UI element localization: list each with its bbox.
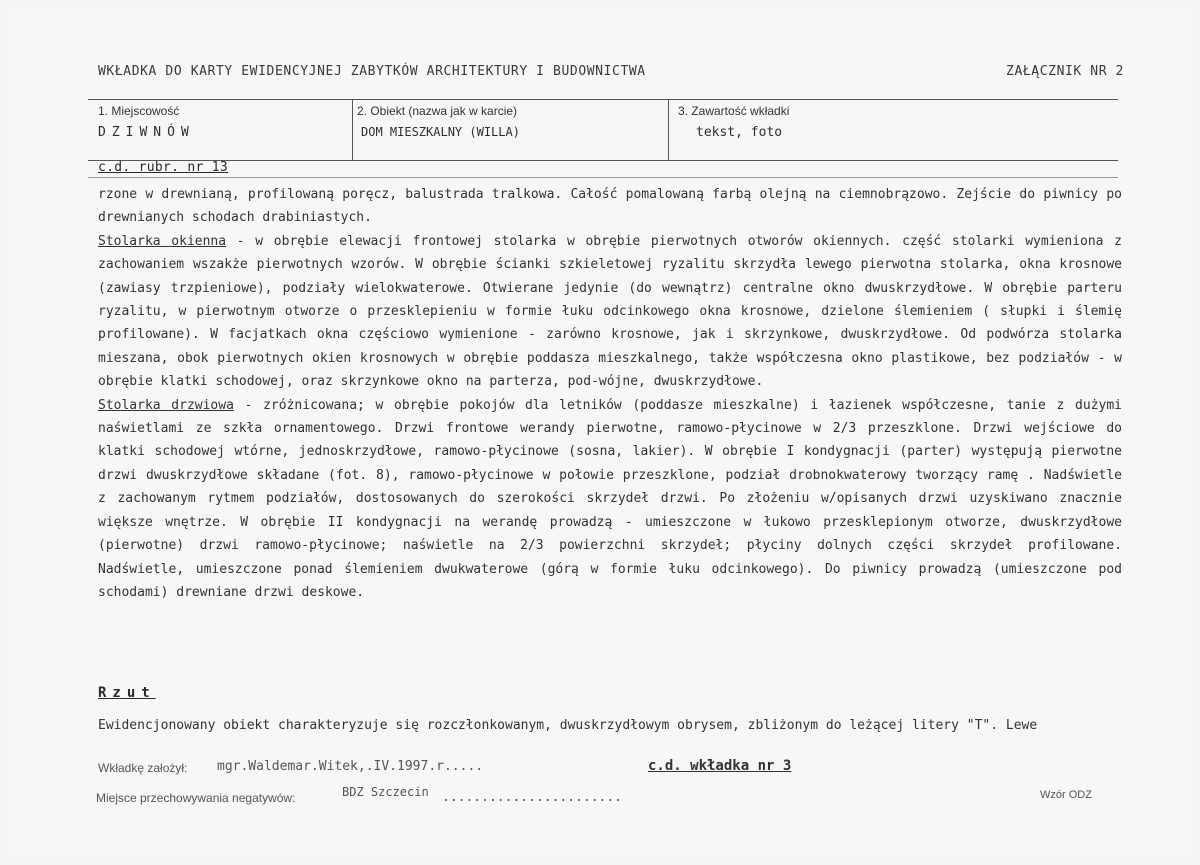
contents-label: 3. Zawartość wkładki	[678, 104, 790, 118]
table-bottom-line	[88, 160, 1118, 161]
author-value: mgr.Waldemar.Witek,.IV.1997.r.....	[217, 759, 484, 774]
windows-paragraph	[98, 230, 1122, 394]
table-divider-2	[668, 99, 669, 160]
author-label: Wkładkę założył:	[98, 761, 188, 775]
table-top-line	[88, 99, 1118, 100]
object-value: DOM MIESZKALNY (WILLA)	[361, 125, 520, 139]
negatives-value: BDZ Szczecin	[342, 785, 429, 799]
doors-heading: Stolarka drzwiowa	[98, 397, 234, 413]
rubric-line	[88, 177, 1118, 178]
continued-sheet: c.d. wkładka nr 3	[648, 758, 792, 774]
attachment-number: ZAŁĄCZNIK NR 2	[1006, 64, 1124, 79]
rzut-text: Ewidencjonowany obiekt charakteryzuje się rozczłonkowanym, dwuskrzydłowym obrysem, zbliżonym do leżącej litery "T". Lewe	[98, 718, 1038, 733]
windows-text: - w obrębie elewacji frontowej stolarka w obrębie pierwotnych otworów okiennych. część stolarki wymieniona z zachowaniem wszakże pierwotnych wzorów. W obrębie ścianki szkieletowej ryzalitu skrzydła lewego pierwotna stolarka, okna krosnowe (zawiasy trzpieniowe), podziały wielokwaterowe. Otwierane jedynie (do wewnątrz) centralne okno dwuskrzydłowe. W obrębie parteru ryzalitu, w pierwotnym otworze o przesklepieniu w formie łuku odcinkowego okna krosnowe, dzielone ślemieniem ( słupki i ślemię profilowane). W facjatkach okna częściowo wymienione - zarówno krosnowe, jak i skrzynkowe, dwuskrzydłowe. Od podwórza stolarka mieszana, obok pierwotnych okien krosnowych w obrębie poddasza mieszkalnego, także współczesna okno plastikowe, bez podziałów - w obrębie klatki schodowej, oraz skrzynkowe okno na parterza, pod-wójne, dwuskrzydłowe.	[98, 233, 1123, 390]
contents-value: tekst, foto	[696, 125, 783, 140]
doors-paragraph	[98, 394, 1122, 605]
location-label: 1. Miejscowość	[98, 104, 180, 118]
railing-paragraph: rzone w drewnianą, profilowaną poręcz, balustrada tralkowa. Całość pomalowaną farbą olejną na ciemnobrązowo. Zejście do piwnicy po drewnianych schodach drabiniastych.	[98, 187, 1122, 226]
negatives-label: Miejsce przechowywania negatywów:	[96, 791, 296, 805]
windows-heading: Stolarka okienna	[98, 233, 227, 249]
rubric-continuation: c.d. rubr. nr 13	[98, 160, 229, 175]
object-label: 2. Obiekt (nazwa jak w karcie)	[357, 104, 518, 118]
template-mark: Wzór ODZ	[1040, 789, 1092, 801]
card-title: WKŁADKA DO KARTY EWIDENCYJNEJ ZABYTKÓW ARCHITEKTURY I BUDOWNICTWA	[98, 64, 646, 79]
rzut-heading: Rzut	[98, 685, 156, 701]
description-text	[98, 183, 1122, 604]
doors-text: - zróżnicowana; w obrębie pokojów dla letników (poddasze mieszkalne) i łazienek współczesne, tanie z dużymi naświetlami ze szkła ornamentowego. Drzwi frontowe werandy pierwotne, ramowo-płycinowe w 2/3 przeszklone. Drzwi wejściowe do klatki schodowej wtórne, jednoskrzydłowe, ramowo-płycinowe (sosna, lakier). W obrębie I kondygnacji (parter) występują pierwotne drzwi dwuskrzydłowe składane (fot. 8), ramowo-płycinowe w połowie przeszklone, podział drobnokwaterowy tworzący ramę . Nadświetle z zachowanym rytmem podziałów, dostosowanych do szerokości skrzydeł drzwi. Po złożeniu w/opisanych drzwi uzyskiwano znacznie większe wnętrze. W obrębie II kondygnacji na werandę prowadzą - umieszczone w łukowo przesklepionym otworze, dwuskrzydłowe (pierwotne) drzwi ramowo-płycinowe; naświetle na 2/3 powierzchni skrzydeł; płyciny dolnych części skrzydeł profilowane. Nadświetle, umieszczone ponad ślemieniem dwukwaterowe (górą w formie łuku odcinkowego). Do piwnicy prowadzą (umieszczone pod schodami) drewniane drzwi deskowe.	[98, 397, 1123, 600]
location-value: DZIWNÓW	[98, 125, 195, 140]
table-divider-1	[352, 99, 353, 160]
negatives-dots: .......................	[442, 790, 623, 805]
